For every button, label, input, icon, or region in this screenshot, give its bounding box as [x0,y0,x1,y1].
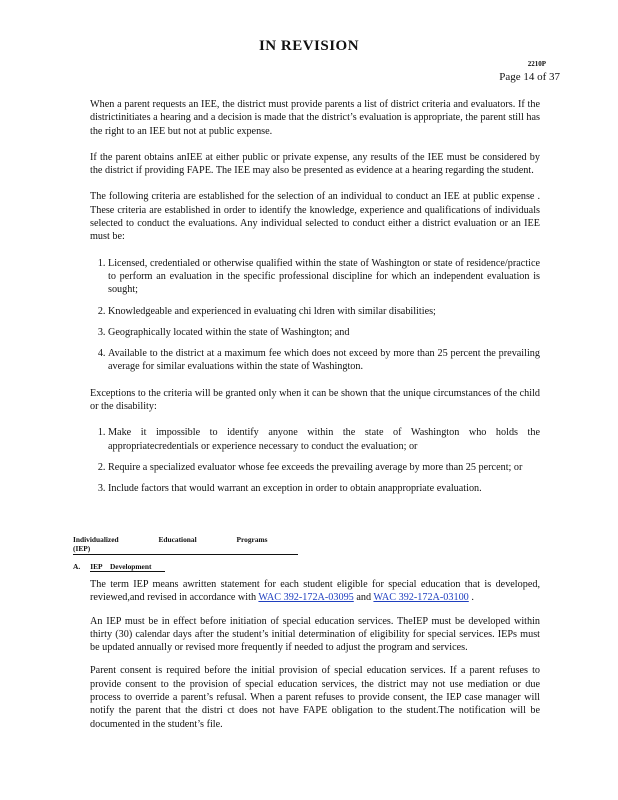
list-item: 1. Licensed, credentialed or otherwise qualified within the state of Washington or state of residence/practice to perform an evaluation in the specific professional discipline for which an independent evaluation is sought; [108,257,540,297]
list-item: 1. Make it impossible to identify anyone within the state of Washington who holds the appropriatecredentials or experience necessary to conduct the evaluation; or [108,426,540,453]
period-text: . [471,592,474,604]
subsection-letter: A. [73,562,81,571]
list-item: 2. Require a specialized evaluator whose fee exceeds the prevailing average by more than 25 percent; or [108,461,540,474]
paragraph-iee-results: If the parent obtains anIEE at either public or private expense, any results of the IEE must be considered by the district if providing FAPE. The IEE may also be presented as evidence at a hearing regarding the student. [90,151,540,177]
paragraph-iep-timeline: An IEP must be in effect before initiation of special education services. TheIEP must be developed within thirty (30) calendar days after the student’s initial determination of eligibility for special services. IEPs must be updated annually or revised more frequently if needed to adjust the program and services. [90,615,540,654]
page-number: Page 14 of 37 [499,71,560,83]
list-item: 3. Include factors that would warrant an exception in order to obtain anappropriate evaluation. [108,482,540,495]
paragraph-criteria-intro: The following criteria are established for the selection of an individual to conduct an IEE at public expense . These criteria are established in order to identify the knowledge, experience and qualifications of individuals selected to conduct the evaluations. Any individual selected to conduct either a district evaluation or an IEE must be: [90,191,540,243]
wac-03095-link[interactable]: WAC 392-172A-03095 [258,592,354,604]
exceptions-list [90,426,540,495]
paragraph-parent-consent: Parent consent is required before the initial provision of special education services. If a parent refuses to provide consent to the provision of special education services, the district may not use mediation or due process to override a parent’s refusal. When a parent refuses to provide consent, the IEP case manager will notify the parent that the distri ct does not have FAPE obligation to the student.The notification will be documented in the student’s file. [90,665,540,730]
paragraph-iee-request: When a parent requests an IEE, the district must provide parents a list of district criteria and evaluators. If the districtinitiates a hearing and a decision is made that the district’s evaluation is appropriate, the parent still has the right to an IEE but not at public expense. [90,99,540,137]
section-heading: Individualized Educational Programs (IEP) [73,535,298,555]
paragraph-exceptions: Exceptions to the criteria will be granted only when it can be shown that the unique circumstances of the child or the disability: [90,387,540,413]
page-title: IN REVISION [258,38,360,54]
iep-section-body [90,578,540,741]
list-item: 4. Available to the district at a maximum fee which does not exceed by more than 25 percent the prevailing average for similar evaluations within the state of Washington. [108,347,540,374]
list-item: 2. Knowledgeable and experienced in evaluating chi ldren with similar disabilities; [108,305,540,318]
wac-03100-link[interactable]: WAC 392-172A-03100 [373,592,469,604]
list-item: 3. Geographically located within the state of Washington; and [108,326,540,339]
conjunction-text: and [356,592,372,604]
body-section [90,98,540,509]
iep-definition-text: The term IEP means awritten statement for each student eligible for special education that is developed, reviewed,and revised in accordance with [90,579,540,604]
policy-code: 2210P [527,60,546,68]
criteria-list [90,257,540,374]
subsection-label: IEP Development [90,562,165,572]
subsection-heading [73,562,165,572]
paragraph-iep-definition [90,578,540,605]
